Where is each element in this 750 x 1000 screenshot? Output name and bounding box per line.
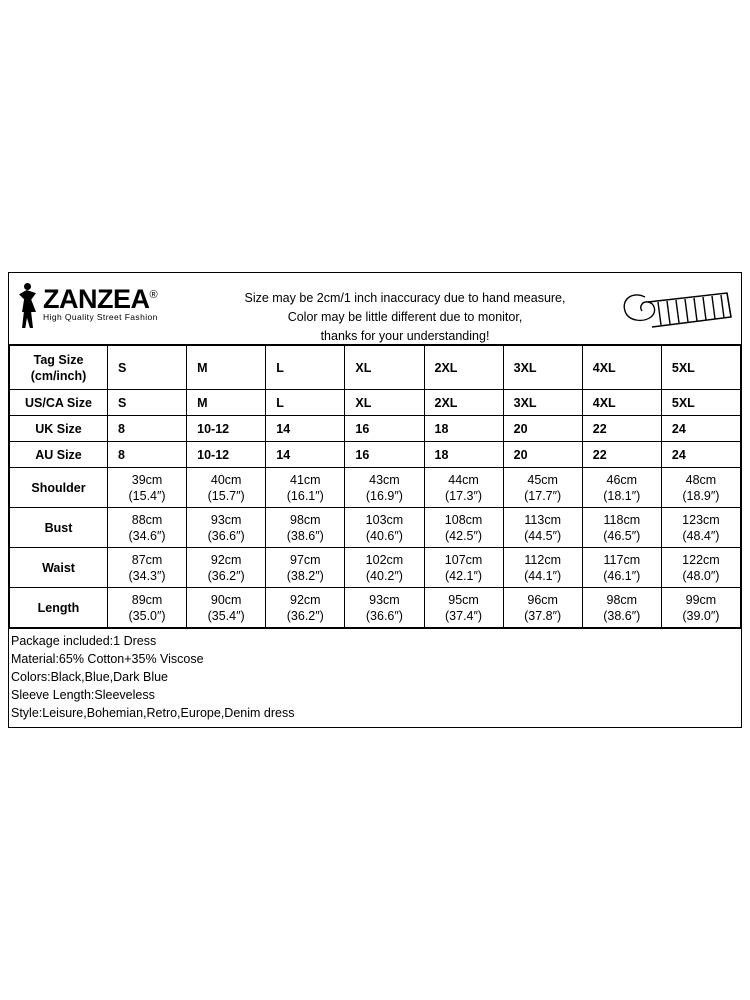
cell-uk-7: 22 xyxy=(582,416,661,442)
note-line-2: Color may be little different due to monitor, xyxy=(287,310,523,324)
value-inch: (44.1″) xyxy=(524,568,562,583)
cell-au-1: 8 xyxy=(108,442,187,468)
table-row xyxy=(10,442,741,468)
cell-tag-size-3xl: 3XL xyxy=(503,346,582,390)
value-cm: 40cm xyxy=(210,472,242,487)
value-inch: (18.9″) xyxy=(682,488,720,503)
value-cm: 117cm xyxy=(603,552,641,567)
value-cm: 113cm xyxy=(524,512,561,527)
table-row xyxy=(10,416,741,442)
cell-waist-8 xyxy=(661,548,740,588)
cell-uk-3: 14 xyxy=(266,416,345,442)
table-row xyxy=(10,346,741,390)
cell-us-ca-3: L xyxy=(266,390,345,416)
brand-text xyxy=(41,281,158,322)
value-inch: (42.1″) xyxy=(445,568,483,583)
cell-au-2: 10-12 xyxy=(187,442,266,468)
row-label-line-1: Tag Size xyxy=(33,352,84,367)
brand-logo xyxy=(15,277,195,329)
value-cm: 118cm xyxy=(603,512,641,527)
value-inch: (36.6″) xyxy=(207,528,245,543)
value-cm: 123cm xyxy=(682,512,720,527)
brand-registered-mark: ® xyxy=(149,289,158,301)
cell-length-4 xyxy=(345,588,424,628)
row-label-bust: Bust xyxy=(10,508,108,548)
value-inch: (48.4″) xyxy=(682,528,720,543)
value-cm: 92cm xyxy=(210,552,242,567)
value-inch: (38.6″) xyxy=(286,528,324,543)
row-label-uk-size: UK Size xyxy=(10,416,108,442)
row-label-line-2: (cm/inch) xyxy=(30,368,87,383)
chart-header xyxy=(9,273,741,345)
value-cm: 102cm xyxy=(365,552,404,567)
value-inch: (17.3″) xyxy=(445,488,483,503)
cell-shoulder-1 xyxy=(108,468,187,508)
cell-au-4: 16 xyxy=(345,442,424,468)
cell-us-ca-1: S xyxy=(108,390,187,416)
value-cm: 98cm xyxy=(290,512,321,527)
cell-shoulder-5 xyxy=(424,468,503,508)
value-inch: (36.2″) xyxy=(207,568,245,583)
detail-colors: Colors:Black,Blue,Dark Blue xyxy=(11,670,169,684)
cell-uk-5: 18 xyxy=(424,416,503,442)
cell-au-3: 14 xyxy=(266,442,345,468)
value-inch: (46.5″) xyxy=(603,528,641,543)
cell-us-ca-6: 3XL xyxy=(503,390,582,416)
cell-waist-1 xyxy=(108,548,187,588)
cell-tag-size-2xl: 2XL xyxy=(424,346,503,390)
value-inch: (38.2″) xyxy=(286,568,324,583)
value-cm: 44cm xyxy=(448,472,479,487)
cell-shoulder-4 xyxy=(345,468,424,508)
cell-bust-3 xyxy=(266,508,345,548)
brand-name-text: ZANZEA xyxy=(43,284,150,314)
product-details xyxy=(9,628,741,727)
value-inch: (16.1″) xyxy=(286,488,324,503)
value-inch: (34.3″) xyxy=(128,568,166,583)
value-cm: 43cm xyxy=(369,472,400,487)
measurement-notes xyxy=(195,277,615,346)
value-cm: 48cm xyxy=(685,472,717,487)
cell-bust-5 xyxy=(424,508,503,548)
cell-us-ca-4: XL xyxy=(345,390,424,416)
value-inch: (44.5″) xyxy=(524,528,562,543)
row-label-length: Length xyxy=(10,588,108,628)
value-inch: (39.0″) xyxy=(682,608,720,623)
cell-length-5 xyxy=(424,588,503,628)
cell-bust-4 xyxy=(345,508,424,548)
cell-tag-size-s: S xyxy=(108,346,187,390)
value-cm: 45cm xyxy=(527,472,558,487)
cell-tag-size-4xl: 4XL xyxy=(582,346,661,390)
value-inch: (37.4″) xyxy=(445,608,483,623)
table-row xyxy=(10,390,741,416)
value-cm: 95cm xyxy=(448,592,479,607)
value-cm: 39cm xyxy=(131,472,163,487)
cell-uk-2: 10-12 xyxy=(187,416,266,442)
row-label-au-size: AU Size xyxy=(10,442,108,468)
cell-au-6: 20 xyxy=(503,442,582,468)
value-inch: (40.2″) xyxy=(365,568,403,583)
table-row xyxy=(10,468,741,508)
cell-us-ca-7: 4XL xyxy=(582,390,661,416)
value-inch: (15.4″) xyxy=(128,488,166,503)
value-cm: 108cm xyxy=(444,512,483,527)
table-row xyxy=(10,508,741,548)
value-inch: (48.0″) xyxy=(682,568,720,583)
value-cm: 112cm xyxy=(524,552,561,567)
cell-shoulder-8 xyxy=(661,468,740,508)
value-cm: 99cm xyxy=(685,592,717,607)
cell-au-8: 24 xyxy=(661,442,740,468)
value-cm: 87cm xyxy=(131,552,163,567)
cell-us-ca-2: M xyxy=(187,390,266,416)
cell-waist-5 xyxy=(424,548,503,588)
value-cm: 98cm xyxy=(606,592,638,607)
value-inch: (35.4″) xyxy=(207,608,245,623)
value-cm: 90cm xyxy=(210,592,242,607)
cell-tag-size-m: M xyxy=(187,346,266,390)
cell-length-7 xyxy=(582,588,661,628)
cell-bust-8 xyxy=(661,508,740,548)
value-cm: 93cm xyxy=(369,592,400,607)
value-inch: (40.6″) xyxy=(365,528,403,543)
cell-bust-7 xyxy=(582,508,661,548)
cell-shoulder-2 xyxy=(187,468,266,508)
value-inch: (36.2″) xyxy=(286,608,324,623)
value-cm: 93cm xyxy=(210,512,242,527)
value-inch: (15.7″) xyxy=(207,488,245,503)
cell-tag-size-xl: XL xyxy=(345,346,424,390)
value-cm: 122cm xyxy=(682,552,720,567)
cell-uk-4: 16 xyxy=(345,416,424,442)
cell-length-8 xyxy=(661,588,740,628)
cell-length-1 xyxy=(108,588,187,628)
cell-shoulder-7 xyxy=(582,468,661,508)
cell-uk-1: 8 xyxy=(108,416,187,442)
value-cm: 41cm xyxy=(290,472,321,487)
row-label-us-ca-size: US/CA Size xyxy=(10,390,108,416)
value-cm: 103cm xyxy=(365,512,404,527)
cell-au-5: 18 xyxy=(424,442,503,468)
value-cm: 97cm xyxy=(290,552,321,567)
cell-waist-7 xyxy=(582,548,661,588)
detail-material: Material:65% Cotton+35% Viscose xyxy=(11,652,204,666)
value-inch: (18.1″) xyxy=(603,488,641,503)
cell-au-7: 22 xyxy=(582,442,661,468)
note-line-3: thanks for your understanding! xyxy=(320,329,490,343)
value-inch: (34.6″) xyxy=(128,528,166,543)
size-chart-sheet xyxy=(8,272,742,728)
value-inch: (46.1″) xyxy=(603,568,641,583)
value-cm: 46cm xyxy=(606,472,638,487)
cell-length-2 xyxy=(187,588,266,628)
table-row xyxy=(10,548,741,588)
cell-length-3 xyxy=(266,588,345,628)
cell-waist-4 xyxy=(345,548,424,588)
value-cm: 92cm xyxy=(290,592,321,607)
note-line-1: Size may be 2cm/1 inch inaccuracy due to hand measure, xyxy=(244,291,566,305)
cell-bust-1 xyxy=(108,508,187,548)
brand-tagline: High Quality Street Fashion xyxy=(43,312,158,322)
value-cm: 89cm xyxy=(131,592,163,607)
cell-waist-3 xyxy=(266,548,345,588)
value-cm: 88cm xyxy=(131,512,163,527)
brand-name xyxy=(43,281,158,313)
woman-silhouette-icon xyxy=(15,281,41,329)
value-inch: (42.5″) xyxy=(445,528,483,543)
value-inch: (37.8″) xyxy=(524,608,562,623)
cell-tag-size-l: L xyxy=(266,346,345,390)
detail-style: Style:Leisure,Bohemian,Retro,Europe,Denim dress xyxy=(11,706,295,720)
value-cm: 96cm xyxy=(527,592,558,607)
cell-length-6 xyxy=(503,588,582,628)
size-table xyxy=(9,345,741,628)
cell-bust-2 xyxy=(187,508,266,548)
cell-us-ca-8: 5XL xyxy=(661,390,740,416)
value-cm: 107cm xyxy=(444,552,483,567)
value-inch: (35.0″) xyxy=(128,608,166,623)
cell-uk-8: 24 xyxy=(661,416,740,442)
cell-tag-size-5xl: 5XL xyxy=(661,346,740,390)
cell-uk-6: 20 xyxy=(503,416,582,442)
row-label-shoulder: Shoulder xyxy=(10,468,108,508)
cell-waist-6 xyxy=(503,548,582,588)
value-inch: (38.6″) xyxy=(603,608,641,623)
detail-package: Package included:1 Dress xyxy=(11,634,157,648)
table-row xyxy=(10,588,741,628)
row-label-tag-size xyxy=(10,346,108,390)
cell-waist-2 xyxy=(187,548,266,588)
value-inch: (36.6″) xyxy=(365,608,403,623)
row-label-waist: Waist xyxy=(10,548,108,588)
cell-us-ca-5: 2XL xyxy=(424,390,503,416)
measuring-tape-icon xyxy=(615,277,735,339)
cell-bust-6 xyxy=(503,508,582,548)
value-inch: (16.9″) xyxy=(365,488,403,503)
value-inch: (17.7″) xyxy=(524,488,562,503)
cell-shoulder-3 xyxy=(266,468,345,508)
cell-shoulder-6 xyxy=(503,468,582,508)
detail-sleeve-length: Sleeve Length:Sleeveless xyxy=(11,688,155,702)
